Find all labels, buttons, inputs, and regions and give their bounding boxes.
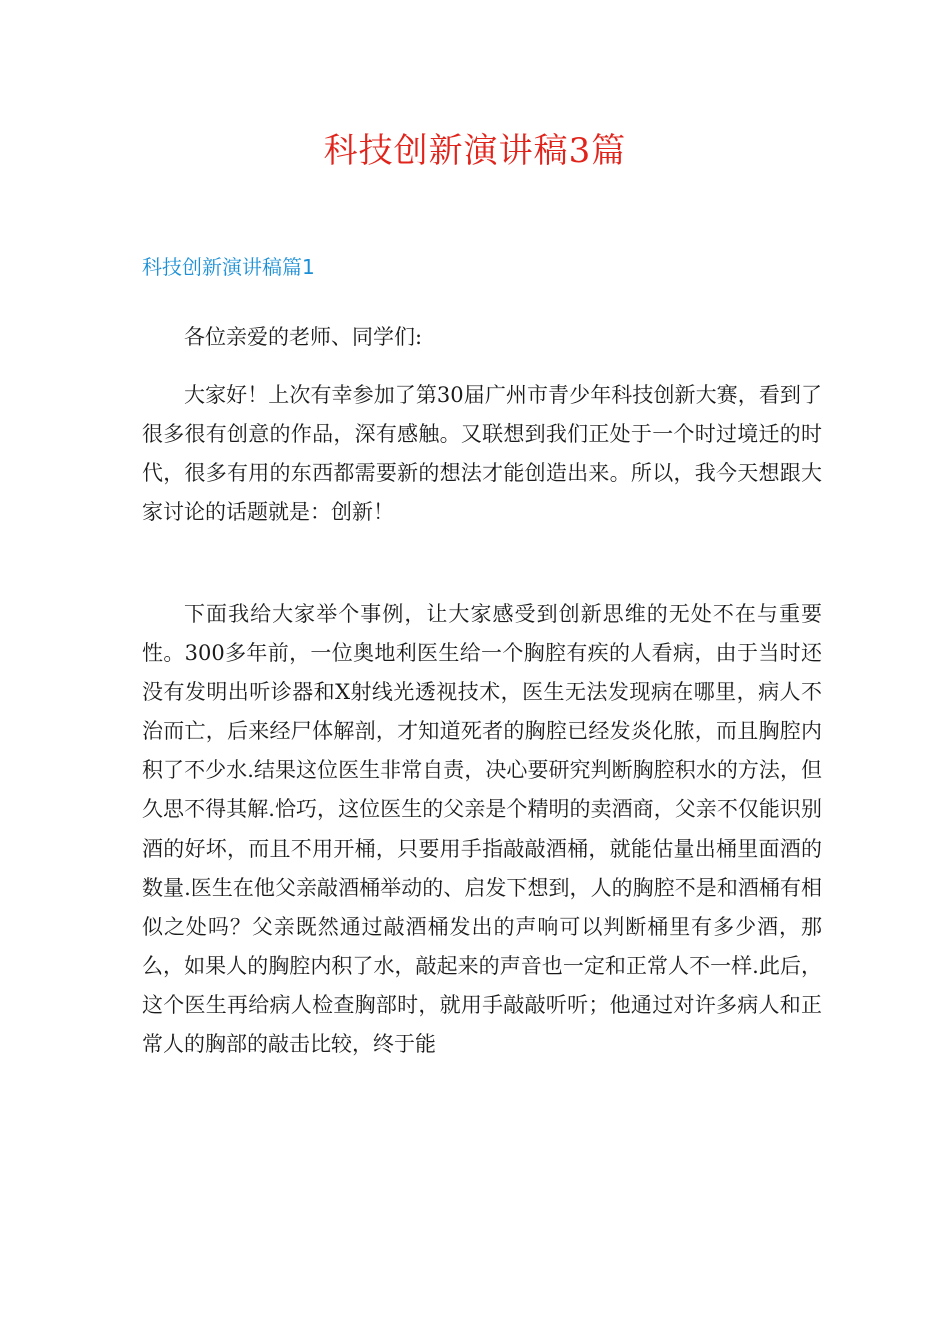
greeting-line: 各位亲爱的老师、同学们:	[184, 325, 423, 349]
paragraph-2: 下面我给大家举个事例，让大家感受到创新思维的无处不在与重要性。300多年前，一位奥地利医生给一个胸腔有疾的人看病，由于当时还没有发明出听诊器和X射线光透视技术，医生无法发现病在哪里，病人不治而亡，后来经尸体解剖，才知道死者的胸腔已经发炎化脓，而且胸腔内积了不少水.结果这位医生非常自责，决心要研究判断胸腔积水的方法，但久思不得其解.恰巧，这位医生的父亲是个精明的卖酒商，父亲不仅能识别酒的好坏，而且不用开桶，只要用手指敲敲酒桶，就能估量出桶里面酒的数量.医生在他父亲敲酒桶举动的、启发下想到，人的胸腔不是和酒桶有相似之处吗？父亲既然通过敲酒桶发出的声响可以判断桶里有多少酒，那么，如果人的胸腔内积了水，敲起来的声音也一定和正常人不一样.此后，这个医生再给病人检查胸部时，就用手敲敲听听；他通过对许多病人和正常人的胸部的敲击比较，终于能	[142, 602, 822, 1057]
document-title: 科技创新演讲稿3篇	[323, 131, 627, 171]
paragraph-1: 大家好！上次有幸参加了第30届广州市青少年科技创新大赛，看到了很多很有创意的作品，深有感触。又联想到我们正处于一个时过境迁的时代，很多有用的东西都需要新的想法才能创造出来。所以，我今天想跟大家讨论的话题就是：创新！	[142, 383, 822, 525]
section-heading: 科技创新演讲稿篇1	[142, 255, 315, 279]
